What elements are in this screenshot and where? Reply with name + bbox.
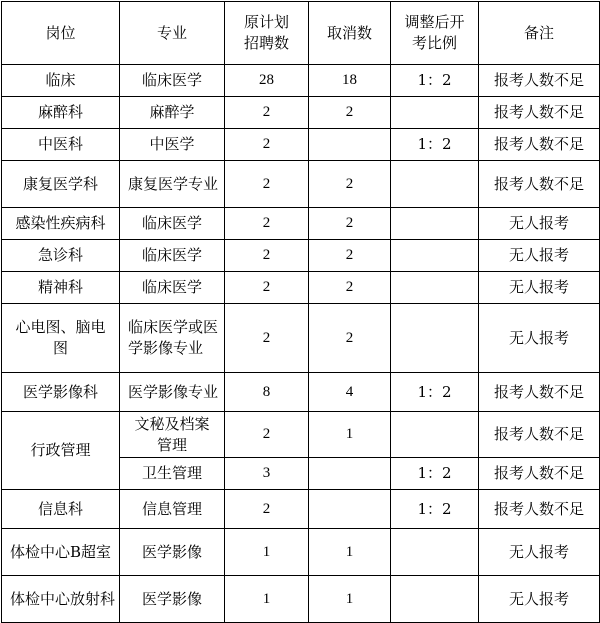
cell-ratio bbox=[391, 272, 479, 304]
cell-cancelled: 1 bbox=[309, 529, 391, 576]
cell-ratio bbox=[391, 529, 479, 576]
cell-major: 康复医学专业 bbox=[120, 161, 225, 208]
cell-cancelled bbox=[309, 490, 391, 529]
cell-major: 临床医学 bbox=[120, 240, 225, 272]
cell-major: 临床医学 bbox=[120, 272, 225, 304]
cell-cancelled: 18 bbox=[309, 65, 391, 97]
cell-cancelled: 2 bbox=[309, 272, 391, 304]
cell-note: 报考人数不足 bbox=[479, 161, 600, 208]
cell-post: 体检中心放射科 bbox=[2, 576, 120, 623]
table-row bbox=[2, 373, 600, 412]
cell-planned: 2 bbox=[225, 304, 309, 373]
header-ratio: 调整后开考比例 bbox=[391, 2, 479, 65]
table-row bbox=[2, 97, 600, 129]
cell-ratio bbox=[391, 412, 479, 458]
cell-major: 临床医学 bbox=[120, 208, 225, 240]
cell-cancelled bbox=[309, 458, 391, 490]
cell-cancelled: 2 bbox=[309, 304, 391, 373]
cell-post: 信息科 bbox=[2, 490, 120, 529]
cell-post: 康复医学科 bbox=[2, 161, 120, 208]
header-post: 岗位 bbox=[2, 2, 120, 65]
cell-ratio: 1：2 bbox=[391, 373, 479, 412]
header-major: 专业 bbox=[120, 2, 225, 65]
cell-ratio bbox=[391, 240, 479, 272]
table-row bbox=[2, 576, 600, 623]
table-row bbox=[2, 412, 600, 458]
recruitment-adjustment-table bbox=[1, 1, 600, 623]
cell-planned: 1 bbox=[225, 576, 309, 623]
table-row bbox=[2, 529, 600, 576]
cell-planned: 2 bbox=[225, 97, 309, 129]
cell-post: 急诊科 bbox=[2, 240, 120, 272]
cell-ratio: 1：2 bbox=[391, 490, 479, 529]
table-row bbox=[2, 208, 600, 240]
cell-note: 报考人数不足 bbox=[479, 129, 600, 161]
cell-note: 无人报考 bbox=[479, 272, 600, 304]
table-row bbox=[2, 161, 600, 208]
header-row bbox=[2, 2, 600, 65]
cell-note: 报考人数不足 bbox=[479, 65, 600, 97]
cell-major: 医学影像专业 bbox=[120, 373, 225, 412]
cell-note: 报考人数不足 bbox=[479, 97, 600, 129]
cell-cancelled bbox=[309, 129, 391, 161]
cell-ratio bbox=[391, 208, 479, 240]
cell-post: 麻醉科 bbox=[2, 97, 120, 129]
cell-planned: 3 bbox=[225, 458, 309, 490]
cell-major: 卫生管理 bbox=[120, 458, 225, 490]
cell-major: 临床医学 bbox=[120, 65, 225, 97]
cell-planned: 2 bbox=[225, 129, 309, 161]
cell-cancelled: 2 bbox=[309, 161, 391, 208]
table-row bbox=[2, 129, 600, 161]
cell-note: 报考人数不足 bbox=[479, 373, 600, 412]
cell-ratio: 1：2 bbox=[391, 65, 479, 97]
cell-cancelled: 1 bbox=[309, 576, 391, 623]
table-row bbox=[2, 65, 600, 97]
cell-ratio bbox=[391, 97, 479, 129]
header-note: 备注 bbox=[479, 2, 600, 65]
cell-major: 医学影像 bbox=[120, 576, 225, 623]
cell-post: 行政管理 bbox=[2, 412, 120, 490]
table-row bbox=[2, 240, 600, 272]
cell-planned: 2 bbox=[225, 490, 309, 529]
cell-ratio: 1：2 bbox=[391, 129, 479, 161]
table-row bbox=[2, 304, 600, 373]
cell-post: 中医科 bbox=[2, 129, 120, 161]
header-planned: 原计划招聘数 bbox=[225, 2, 309, 65]
cell-note: 无人报考 bbox=[479, 304, 600, 373]
cell-post: 感染性疾病科 bbox=[2, 208, 120, 240]
cell-cancelled: 2 bbox=[309, 208, 391, 240]
cell-note: 报考人数不足 bbox=[479, 458, 600, 490]
cell-major: 文秘及档案管理 bbox=[120, 412, 225, 458]
cell-major: 信息管理 bbox=[120, 490, 225, 529]
cell-planned: 2 bbox=[225, 208, 309, 240]
cell-cancelled: 2 bbox=[309, 97, 391, 129]
cell-post: 医学影像科 bbox=[2, 373, 120, 412]
cell-major: 医学影像 bbox=[120, 529, 225, 576]
cell-planned: 28 bbox=[225, 65, 309, 97]
cell-planned: 1 bbox=[225, 529, 309, 576]
cell-ratio: 1：2 bbox=[391, 458, 479, 490]
cell-post: 体检中心B超室 bbox=[2, 529, 120, 576]
table-row bbox=[2, 490, 600, 529]
cell-major: 麻醉学 bbox=[120, 97, 225, 129]
table-row bbox=[2, 272, 600, 304]
cell-planned: 2 bbox=[225, 161, 309, 208]
cell-note: 无人报考 bbox=[479, 240, 600, 272]
cell-cancelled: 4 bbox=[309, 373, 391, 412]
cell-post: 心电图、脑电图 bbox=[2, 304, 120, 373]
cell-planned: 2 bbox=[225, 272, 309, 304]
cell-major: 临床医学或医学影像专业 bbox=[120, 304, 225, 373]
cell-cancelled: 2 bbox=[309, 240, 391, 272]
cell-planned: 2 bbox=[225, 240, 309, 272]
cell-note: 无人报考 bbox=[479, 208, 600, 240]
cell-note: 无人报考 bbox=[479, 529, 600, 576]
cell-note: 报考人数不足 bbox=[479, 412, 600, 458]
cell-cancelled: 1 bbox=[309, 412, 391, 458]
cell-post: 临床 bbox=[2, 65, 120, 97]
cell-ratio bbox=[391, 576, 479, 623]
cell-post: 精神科 bbox=[2, 272, 120, 304]
cell-planned: 2 bbox=[225, 412, 309, 458]
cell-ratio bbox=[391, 161, 479, 208]
cell-ratio bbox=[391, 304, 479, 373]
cell-note: 无人报考 bbox=[479, 576, 600, 623]
cell-major: 中医学 bbox=[120, 129, 225, 161]
cell-planned: 8 bbox=[225, 373, 309, 412]
header-cancelled: 取消数 bbox=[309, 2, 391, 65]
cell-note: 报考人数不足 bbox=[479, 490, 600, 529]
